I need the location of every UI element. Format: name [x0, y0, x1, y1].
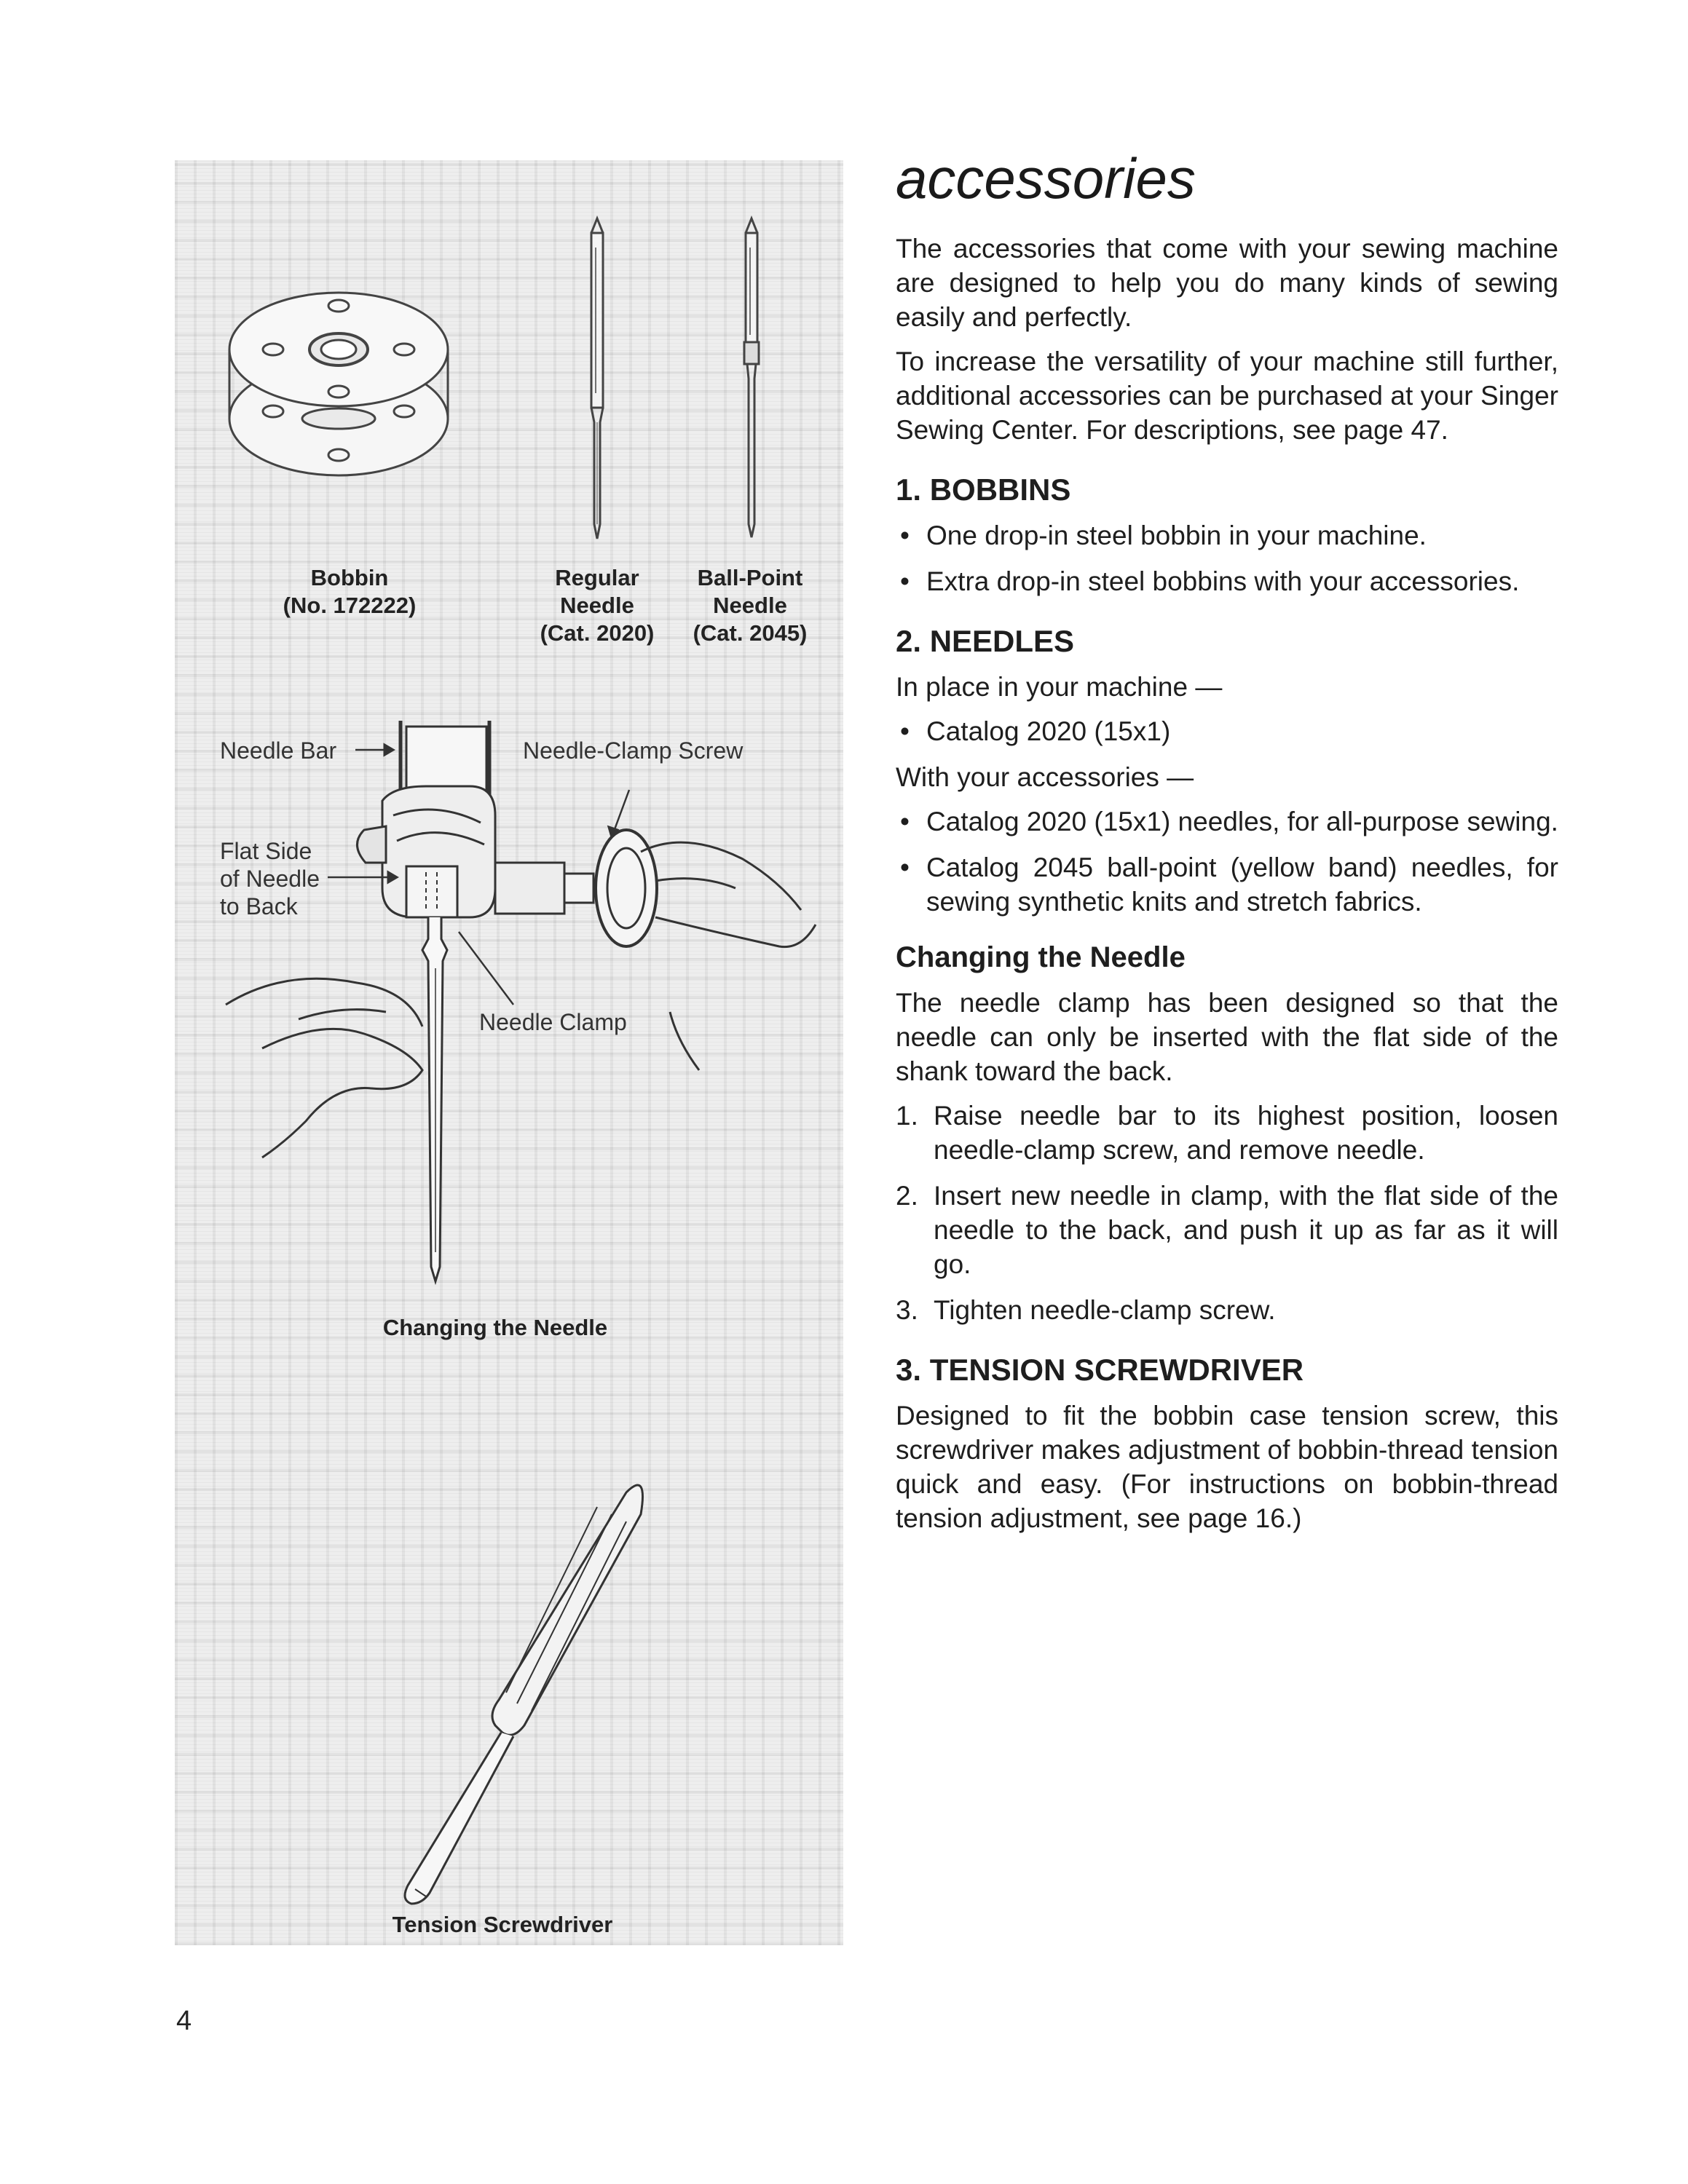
needles-in-place-label: In place in your machine —	[896, 672, 1223, 702]
list-item: • Extra drop-in steel bobbins with your accessories.	[896, 564, 1558, 598]
regular-needle-caption-line1: Regular	[555, 565, 639, 590]
list-item: • One drop-in steel bobbin in your machine.	[896, 518, 1558, 553]
tension-screwdriver-illustration	[405, 1485, 643, 1904]
regular-needle-illustration	[591, 218, 603, 539]
bobbin-caption-line1: Bobbin	[310, 565, 389, 590]
step-text: Tighten needle-clamp screw.	[934, 1295, 1276, 1325]
changing-needle-caption: Changing the Needle	[382, 1315, 608, 1340]
list-item: • Catalog 2020 (15x1)	[896, 714, 1558, 748]
intro-paragraph-2: To increase the versatility of your machine still further, additional accessories can be purchased at your Singer Sewing Center. For descriptions, see page 47.	[896, 347, 1558, 445]
illustrations	[175, 160, 843, 1945]
flat-side-line1: Flat Side	[220, 838, 312, 864]
step-item	[896, 1293, 1558, 1327]
needles-in-place-list	[896, 714, 1558, 748]
changing-needle-steps	[896, 1099, 1558, 1327]
screwdriver-caption: Tension Screwdriver	[392, 1912, 613, 1937]
flat-side-line3: to Back	[220, 893, 298, 919]
figure-panel	[175, 160, 843, 1945]
ballpoint-needle-caption-line3: (Cat. 2045)	[693, 620, 808, 646]
step-number: 2.	[896, 1181, 918, 1211]
screwdriver-text: Designed to fit the bobbin case tension screw, this screwdriver makes adjustment of bobbin-thread tension quick and easy. (For instructions on bobbin-thread tension adjustment, see page 16.)	[896, 1401, 1558, 1533]
step-item	[896, 1179, 1558, 1281]
regular-needle-caption-line2: Needle	[560, 593, 634, 618]
flat-side-label	[220, 837, 320, 920]
text-column	[896, 146, 1558, 1546]
changing-needle-illustration	[226, 721, 816, 1281]
regular-needle-caption-line3: (Cat. 2020)	[540, 620, 655, 646]
needle-clamp-screw-label: Needle-Clamp Screw	[523, 737, 744, 764]
step-number: 3.	[896, 1295, 918, 1325]
bobbins-list	[896, 518, 1558, 598]
changing-needle-intro: The needle clamp has been designed so that the needle can only be inserted with the flat side of the shank toward the back.	[896, 988, 1558, 1086]
changing-needle-heading: Changing the Needle	[896, 941, 1186, 973]
step-number: 1.	[896, 1101, 918, 1131]
page-number: 4	[176, 2006, 192, 2036]
ballpoint-needle-caption-line2: Needle	[713, 593, 787, 618]
needle-clamp-label: Needle Clamp	[479, 1009, 627, 1035]
page-title: accessories	[896, 146, 1196, 210]
step-text: Raise needle bar to its highest position, loosen needle-clamp screw, and remove needle.	[934, 1101, 1558, 1165]
needles-accessories-label: With your accessories —	[896, 762, 1194, 792]
bobbin-illustration	[229, 293, 448, 475]
needles-accessories-list	[896, 804, 1558, 919]
ballpoint-needle-caption	[677, 564, 823, 647]
ballpoint-needle-illustration	[744, 218, 759, 537]
bobbins-heading: 1. BOBBINS	[896, 472, 1071, 507]
bobbin-caption	[262, 564, 437, 620]
ballpoint-needle-caption-line1: Ball-Point	[697, 565, 803, 590]
screwdriver-heading: 3. TENSION SCREWDRIVER	[896, 1353, 1304, 1387]
step-text: Insert new needle in clamp, with the flat side of the needle to the back, and push it up as far as it will go.	[934, 1181, 1558, 1279]
regular-needle-caption	[532, 564, 663, 647]
intro-paragraph-1: The accessories that come with your sewing machine are designed to help you do many kinds of sewing easily and perfectly.	[896, 234, 1558, 332]
needle-bar-label: Needle Bar	[220, 737, 337, 764]
needles-heading: 2. NEEDLES	[896, 624, 1075, 658]
list-item: • Catalog 2045 ball-point (yellow band) needles, for sewing synthetic knits and stretch fabrics.	[896, 850, 1558, 919]
list-item: • Catalog 2020 (15x1) needles, for all-purpose sewing.	[896, 804, 1558, 839]
step-item	[896, 1099, 1558, 1167]
bobbin-caption-line2: (No. 172222)	[283, 593, 417, 618]
flat-side-line2: of Needle	[220, 866, 320, 892]
